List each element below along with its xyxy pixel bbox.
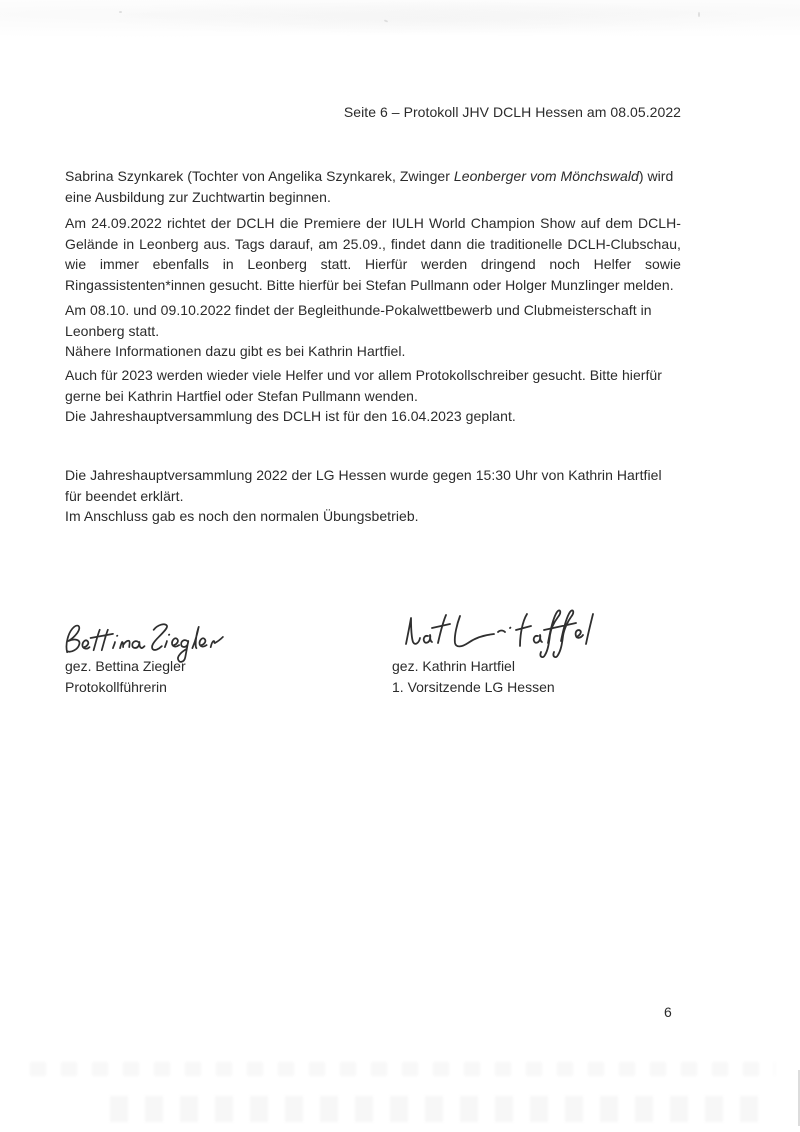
- paragraph-line: Die Jahreshauptversammlung des DCLH ist für den 16.04.2023 geplant.: [65, 408, 516, 424]
- paragraph-world-champion-show: Am 24.09.2022 richtet der DCLH die Premiere der IULH World Champion Show auf dem DCLH-Gelände in Leonberg aus. Tags darauf, am 25.09., findet dann die traditionelle DCLH-Clubschau, wie immer ebenfalls in Leonberg statt. Hierfür werden dringend noch Helfer sowie Ringassistenten*innen gesucht. Bitte hierfür bei Stefan Pullmann oder Holger Munzlinger melden.: [65, 215, 681, 293]
- scan-artifact-bleedthrough: [30, 1062, 775, 1076]
- signature-left-role: Protokollführerin: [65, 679, 167, 695]
- page-header: Seite 6 – Protokoll JHV DCLH Hessen am 08.05.2022: [343, 104, 681, 120]
- scan-artifact-top-smudge: [0, 0, 800, 42]
- handwritten-signature-kathrin-hartfiel: [398, 602, 596, 664]
- scan-speck: [119, 11, 122, 13]
- kennel-name-italic: Leonberger vom Mönchswald: [453, 168, 639, 184]
- paragraph-text: Sabrina Szynkarek (Tochter von Angelika Szynkarek, Zwinger: [65, 168, 454, 184]
- paragraph-pokalwettbewerb: [65, 300, 681, 362]
- paragraph-line: Am 08.10. und 09.10.2022 findet der Begleithunde-Pokalwettbewerb und Clubmeisterschaft in Leonberg statt.: [65, 302, 652, 339]
- paragraph-line: Im Anschluss gab es noch den normalen Übungsbetrieb.: [65, 508, 419, 524]
- paragraph-line: Die Jahreshauptversammlung 2022 der LG Hessen wurde gegen 15:30 Uhr von Kathrin Hartfiel für beendet erklärt.: [65, 467, 662, 504]
- paragraph-text: ) wird eine Ausbildung zur Zuchtwartin beginnen.: [65, 168, 674, 205]
- signature-left-name: gez. Bettina Ziegler: [65, 658, 186, 674]
- signature-block-left: [65, 656, 186, 698]
- signature-right-role: 1. Vorsitzende LG Hessen: [392, 679, 555, 695]
- paragraph-zuchtwartin: [65, 166, 681, 207]
- paragraph-helfer-2023: [65, 365, 681, 427]
- page-number: 6: [664, 1004, 672, 1020]
- scan-artifact-bleedthrough: [110, 1096, 765, 1122]
- paragraph-versammlungsende: [65, 465, 681, 527]
- paragraph-line: Auch für 2023 werden wieder viele Helfer und vor allem Protokollschreiber gesucht. Bitte hierfür gerne bei Kathrin Hartfiel oder Stefan Pullmann wenden.: [65, 367, 662, 404]
- scan-speck: [698, 12, 700, 17]
- signature-block-right: [392, 656, 555, 698]
- signature-right-name: gez. Kathrin Hartfiel: [392, 658, 515, 674]
- paragraph-line: Nähere Informationen dazu gibt es bei Kathrin Hartfiel.: [65, 343, 406, 359]
